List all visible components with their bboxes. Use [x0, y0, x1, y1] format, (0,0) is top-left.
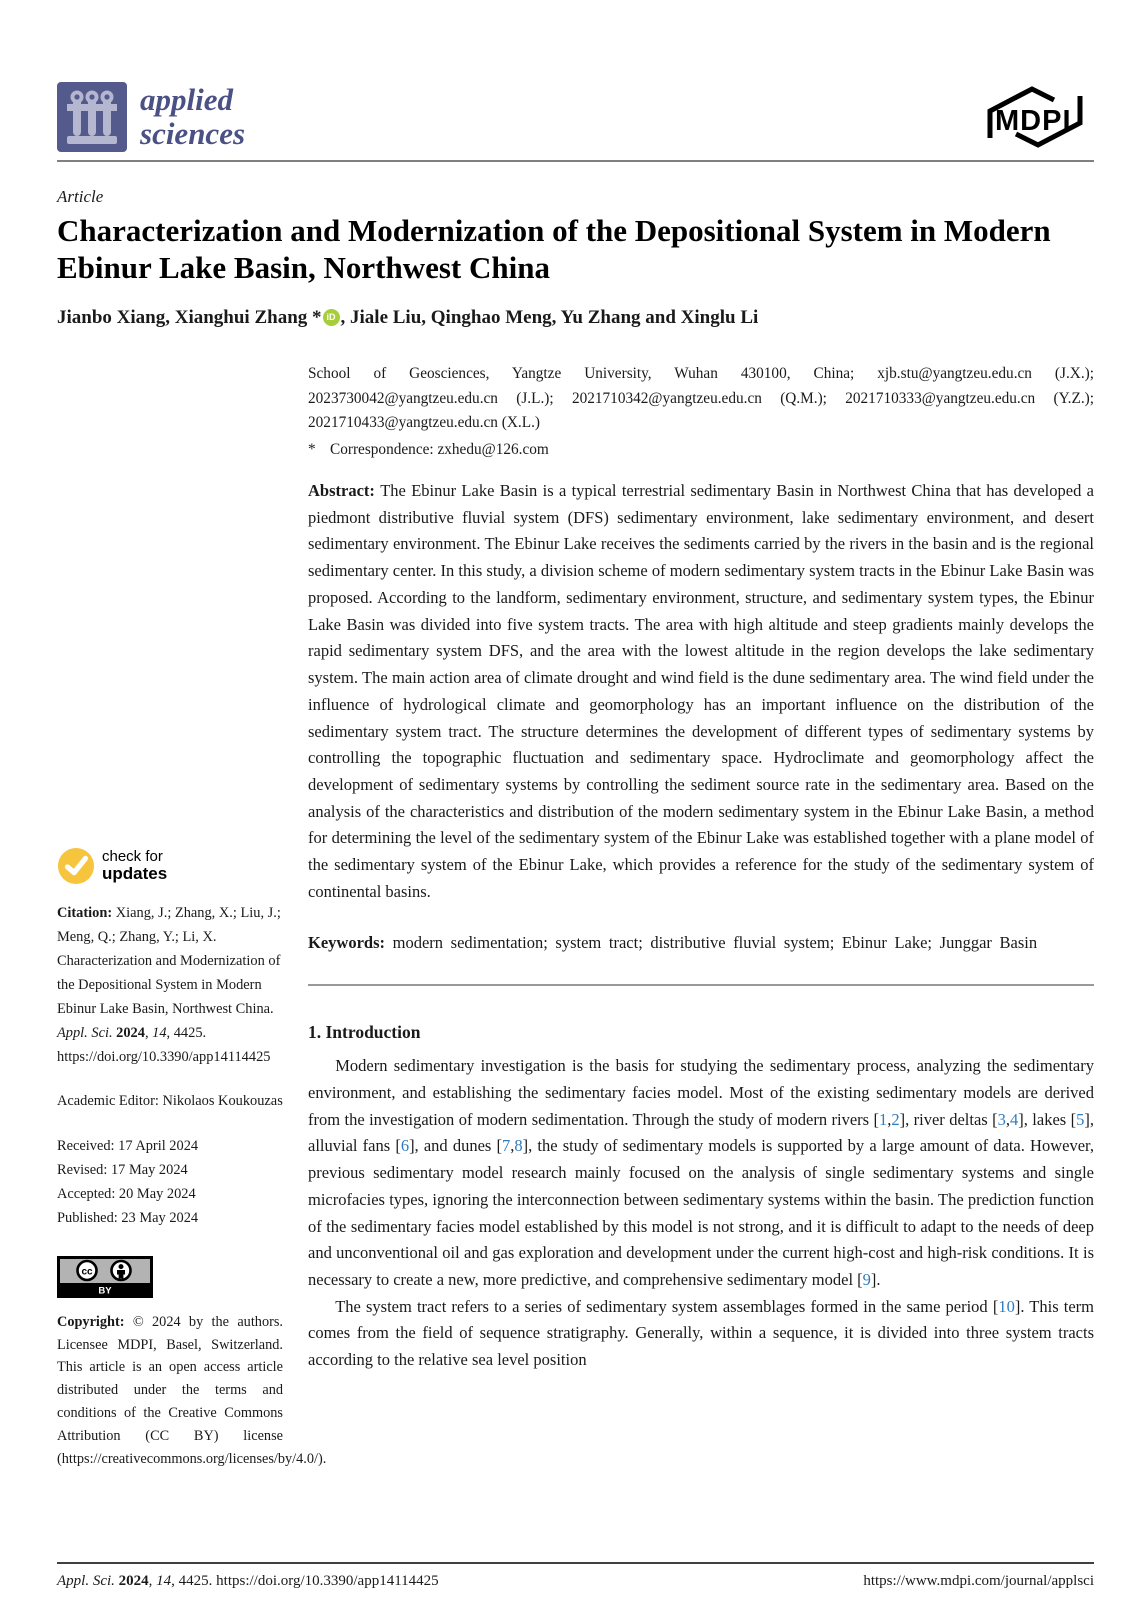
text-segment: 14: [152, 1025, 167, 1042]
text-segment: © 2024 by the authors. Licensee MDPI, Basel, Switzerland. This article is an open access article distributed under the terms and conditions of the Creative Commons Attribution (CC BY) license (https://creativecommons.org/licenses/by/4.0/).: [57, 1313, 327, 1467]
mdpi-logo: [968, 80, 1094, 152]
citation-ref-link[interactable]: 10: [998, 1296, 1015, 1316]
text-segment: ], and dunes [: [409, 1136, 503, 1156]
journal-name-line2: sciences: [140, 116, 246, 151]
footer-journal-url: https://www.mdpi.com/journal/applsci: [863, 1573, 1094, 1589]
text-segment: 2024: [116, 1025, 145, 1042]
citation-ref-link[interactable]: 7: [502, 1136, 511, 1156]
authors-before-orcid: Jianbo Xiang, Xianghui Zhang *: [57, 307, 322, 329]
check-updates-line1: check for: [102, 848, 163, 866]
citation-ref-link[interactable]: 3: [997, 1109, 1006, 1129]
text-segment: , 4425. https://doi.org/10.3390/app14114425: [57, 1025, 271, 1066]
svg-text:MDPI: MDPI: [995, 105, 1072, 137]
article-type-label: Article: [57, 187, 104, 206]
page-footer: [57, 1562, 1094, 1590]
text-segment: ], river deltas [: [899, 1109, 998, 1129]
text-segment: ].: [870, 1270, 881, 1289]
text-segment: 2024: [118, 1573, 149, 1589]
check-updates-line2: updates: [102, 864, 168, 884]
text-segment: ], lakes [: [1018, 1109, 1077, 1129]
text-segment: Appl. Sci.: [57, 1573, 119, 1589]
correspondence-text: Correspondence: zxhedu@126.com: [330, 440, 549, 458]
text-segment: ,: [144, 1025, 153, 1042]
journal-name-line1: applied: [140, 81, 233, 117]
left-sidebar: [57, 362, 327, 1485]
keywords-paragraph: [308, 930, 1094, 957]
citation-ref-link[interactable]: 8: [514, 1136, 523, 1156]
citation-ref-link[interactable]: 6: [400, 1136, 410, 1156]
citation-ref-link[interactable]: 9: [862, 1270, 871, 1289]
text-segment: ,: [887, 1109, 892, 1129]
checkmark-icon: [57, 847, 95, 885]
correspondence-line: [308, 438, 1094, 462]
text-segment: modern sedimentation; system tract; distributive fluvial system; Ebinur Lake; Junggar Basin: [392, 932, 1038, 952]
citation-text: [57, 901, 283, 1069]
text-segment: Xiang, J.; Zhang, X.; Liu, J.; Meng, Q.; Zhang, Y.; Li, X. Characterization and Modernization of the Depositional System in Modern Ebinur Lake Basin, Northwest China.: [57, 905, 281, 1018]
revised-date: Revised: 17 May 2024: [57, 1161, 188, 1178]
page-title: Characterization and Modernization of the Depositional System in Modern Ebinur Lake Basin, Northwest China: [57, 213, 1051, 285]
cc-by-license-badge[interactable]: [57, 1256, 153, 1298]
svg-text:cc: cc: [81, 1266, 93, 1278]
text-segment: Abstract:: [308, 481, 381, 501]
text-segment: Citation:: [57, 905, 116, 922]
introduction-paragraph-1: [308, 1053, 1094, 1293]
footer-citation: [57, 1573, 439, 1590]
header-divider: [57, 160, 1094, 162]
citation-ref-link[interactable]: 5: [1076, 1109, 1085, 1129]
copyright-text: [57, 1311, 327, 1471]
citation-ref-link[interactable]: 1: [878, 1109, 888, 1129]
citation-ref-link[interactable]: 4: [1010, 1109, 1019, 1129]
text-segment: ], alluvial fans [: [308, 1109, 1094, 1156]
text-segment: ], the study of sedimentary models is supported by a large amount of data. However, previous sedimentary model research mainly focused on the analysis of single sedimentary systems and single microfacies types, ignoring the interconnection between sedimentary systems within the basin. The prediction function of the sedimentary facies model established by this model is not strong, and it is difficult to adapt to the needs of deep and unconventional oil and gas exploration and development under the current high-cost and high-risk conditions. It is necessary to create a new, more predictive, and comprehensive sedimentary model [: [308, 1136, 1094, 1289]
text-segment: Copyright:: [57, 1313, 133, 1330]
authors-after-orcid: , Jiale Liu, Qinghao Meng, Yu Zhang and Xinglu Li: [340, 307, 759, 329]
text-segment: ,: [510, 1136, 515, 1156]
correspondence-marker: *: [308, 440, 316, 458]
text-segment: ,: [1005, 1109, 1010, 1129]
published-date: Published: 23 May 2024: [57, 1209, 199, 1226]
accepted-date: Accepted: 20 May 2024: [57, 1185, 196, 1202]
introduction-paragraph-2: [308, 1294, 1094, 1374]
citation-ref-link[interactable]: 2: [891, 1109, 900, 1129]
journal-brand: [57, 82, 245, 152]
text-segment: Keywords:: [308, 932, 393, 952]
section-heading-introduction: 1. Introduction: [308, 1022, 421, 1043]
authors-line: [57, 307, 1094, 329]
academic-editor-text: Academic Editor: Nikolaos Koukouzas: [57, 1093, 283, 1110]
text-segment: Modern sedimentary investigation is the basis for studying the sedimentary process, analyzing the sedimentary environment, and establishing the sedimentary facies model. Most of the existing sedimentary models are derived from the investigation of modern sedimentation. Through the study of modern rivers [: [308, 1056, 1094, 1129]
received-date: Received: 17 April 2024: [57, 1137, 199, 1154]
text-segment: ]. This term comes from the field of sequence stratigraphy. Generally, within a sequence, it is divided into three system tracts according to the relative sea level position: [308, 1296, 1094, 1370]
journal-header: [57, 0, 1094, 152]
history-dates: [57, 1134, 283, 1230]
check-for-updates-badge[interactable]: [57, 847, 283, 885]
footer-divider: [57, 1562, 1094, 1564]
text-segment: The system tract refers to a series of sedimentary system assemblages formed in the same period [: [335, 1296, 999, 1316]
check-updates-label: [102, 849, 167, 883]
text-segment: 14: [156, 1573, 172, 1589]
svg-text:BY: BY: [98, 1285, 112, 1297]
abstract-paragraph: [308, 478, 1094, 906]
main-column: [308, 362, 1094, 1485]
section-divider: [308, 984, 1094, 986]
text-segment: ,: [148, 1573, 157, 1589]
columns-container: [57, 362, 1094, 1485]
applied-sciences-logo-icon: [57, 82, 127, 152]
text-segment: The Ebinur Lake Basin is a typical terrestrial sedimentary Basin in Northwest China that has developed a piedmont distributive fluvial system (DFS) sedimentary environment, lake sedimentary environment, and desert sedimentary environment. The Ebinur Lake receives the sediments carried by the rivers in the basin and is the regional sedimentary center. In this study, a division scheme of modern sedimentary system tracts in the Ebinur Lake Basin was proposed. According to the landform, sedimentary environment, structure, and sedimentary system types, the Ebinur Lake Basin was divided into five system tracts. The area with high altitude and steep gradients mainly develops the rapid sedimentary system DFS, and the area with the lowest altitude in the region develops the lake sedimentary system. The main action area of climate drought and wind field is the dune sedimentary area. The wind field under the influence of hydrological climate and geomorphology has an important influence on the distribution of the sedimentary system tract. The structure determines the development of different types of sedimentary systems by controlling the topographic fluctuation and sedimentary space. Hydroclimate and geomorphology affect the development of sedimentary systems by controlling the sediment source rate in the sedimentary area. Based on the analysis of the characteristics and distribution of the modern sedimentary system in the Ebinur Lake Basin, a method for determining the level of the sedimentary system of the Ebinur Lake was established together with a plane model of the sedimentary system of the Ebinur Lake, which provides a reference for the study of the sedimentary system of continental basins.: [308, 481, 1094, 901]
affiliation-text: School of Geosciences, Yangtze University, Wuhan 430100, China; xjb.stu@yangtzeu.edu.cn (J.X.); 2023730042@yangtzeu.edu.cn (J.L.); 2021710342@yangtzeu.edu.cn (Q.M.); 2021710333@yangtzeu.edu.cn (Y.Z.); 2021710433@yangtzeu.edu.cn (X.L.): [308, 365, 1094, 432]
journal-name: [140, 83, 245, 151]
text-segment: , 4425. https://doi.org/10.3390/app14114425: [171, 1573, 439, 1589]
text-segment: Appl. Sci.: [57, 1025, 117, 1042]
orcid-icon[interactable]: iD: [323, 309, 340, 326]
